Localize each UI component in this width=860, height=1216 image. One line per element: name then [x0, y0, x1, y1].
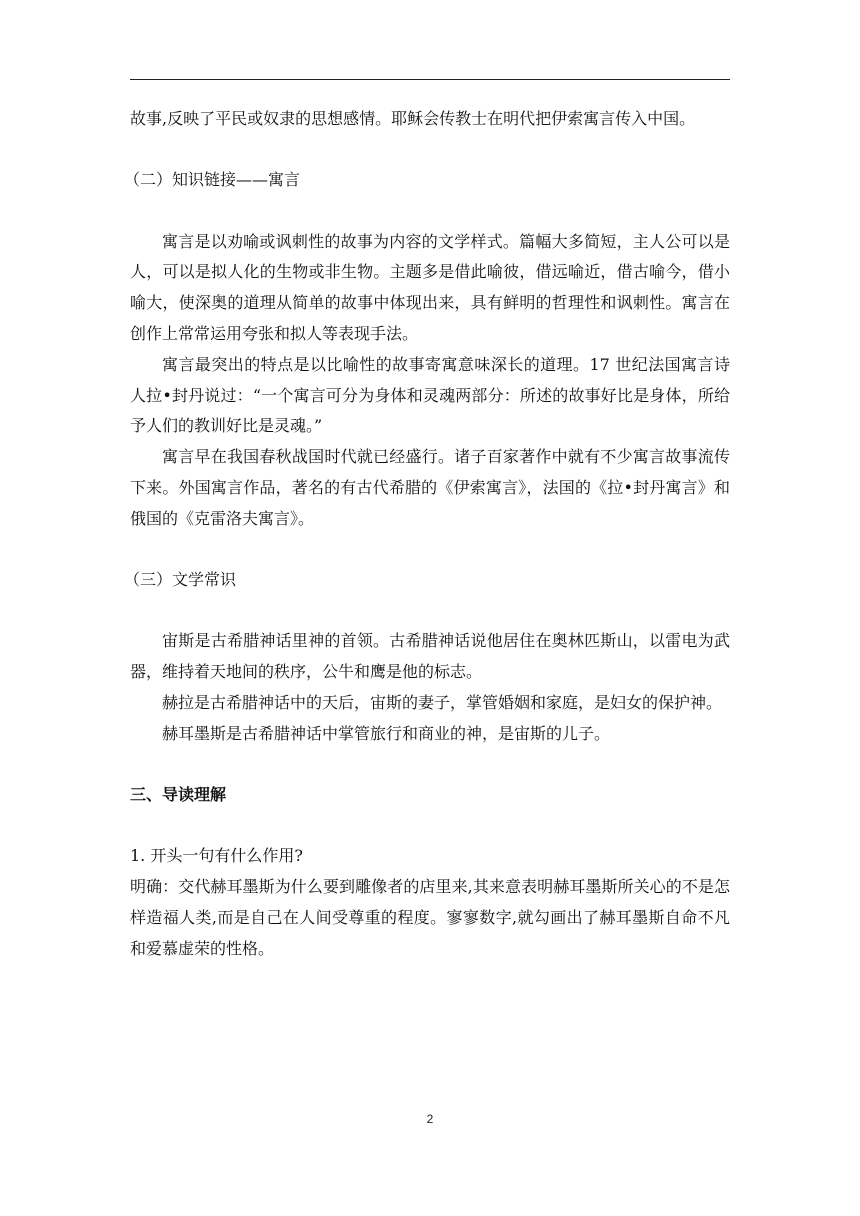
- paragraph-zeus: 宙斯是古希腊神话里神的首领。古希腊神话说他居住在奥林匹斯山，以雷电为武器，维持着天地间的秩序，公牛和鹰是他的标志。: [130, 631, 730, 682]
- paragraph-fable-feature: 寓言最突出的特点是以比喻性的故事寄寓意味深长的道理。17 世纪法国寓言诗人拉•封丹说过：“一个寓言可分为身体和灵魂两部分：所述的故事好比是身体，所给予人们的教训好比是灵魂。”: [130, 354, 730, 436]
- paragraph-fable-definition: 寓言是以劝喻或讽刺性的故事为内容的文学样式。篇幅大多简短，主人公可以是人，可以是拟人化的生物或非生物。主题多是借此喻彼，借远喻近，借古喻今，借小喻大，使深奥的道理从简单的故事中体现出来，具有鲜明的哲理性和讽刺性。寓言在创作上常常运用夸张和拟人等表现手法。: [130, 231, 730, 343]
- question-1: 1. 开头一句有什么作用?: [130, 846, 303, 866]
- page-number: 2: [426, 1112, 434, 1126]
- paragraph-hermes: 赫耳墨斯是古希腊神话中掌管旅行和商业的神，是宙斯的儿子。: [162, 723, 611, 743]
- section-heading-reading-guide: 三、导读理解: [130, 785, 227, 805]
- subheading-knowledge-link: （二）知识链接——寓言: [124, 170, 301, 190]
- paragraph-hera: 赫拉是古希腊神话中的天后，宙斯的妻子，掌管婚姻和家庭，是妇女的保护神。: [162, 692, 723, 712]
- header-rule: [130, 79, 730, 80]
- paragraph-continuation: 故事,反映了平民或奴隶的思想感情。耶稣会传教士在明代把伊索寓言传入中国。: [130, 109, 696, 128]
- answer-1: 明确：交代赫耳墨斯为什么要到雕像者的店里来,其来意表明赫耳墨斯所关心的不是怎样造福人类,而是自己在人间受尊重的程度。寥寥数字,就勾画出了赫耳墨斯自命不凡和爱慕虚荣的性格。: [130, 877, 730, 958]
- paragraph-fable-history: 寓言早在我国春秋战国时代就已经盛行。诸子百家著作中就有不少寓言故事流传下来。外国寓言作品，著名的有古代希腊的《伊索寓言》，法国的《拉•封丹寓言》和俄国的《克雷洛夫寓言》。: [130, 447, 730, 528]
- page-content: [124, 104, 730, 965]
- subheading-literary-knowledge: （三）文学常识: [124, 570, 237, 590]
